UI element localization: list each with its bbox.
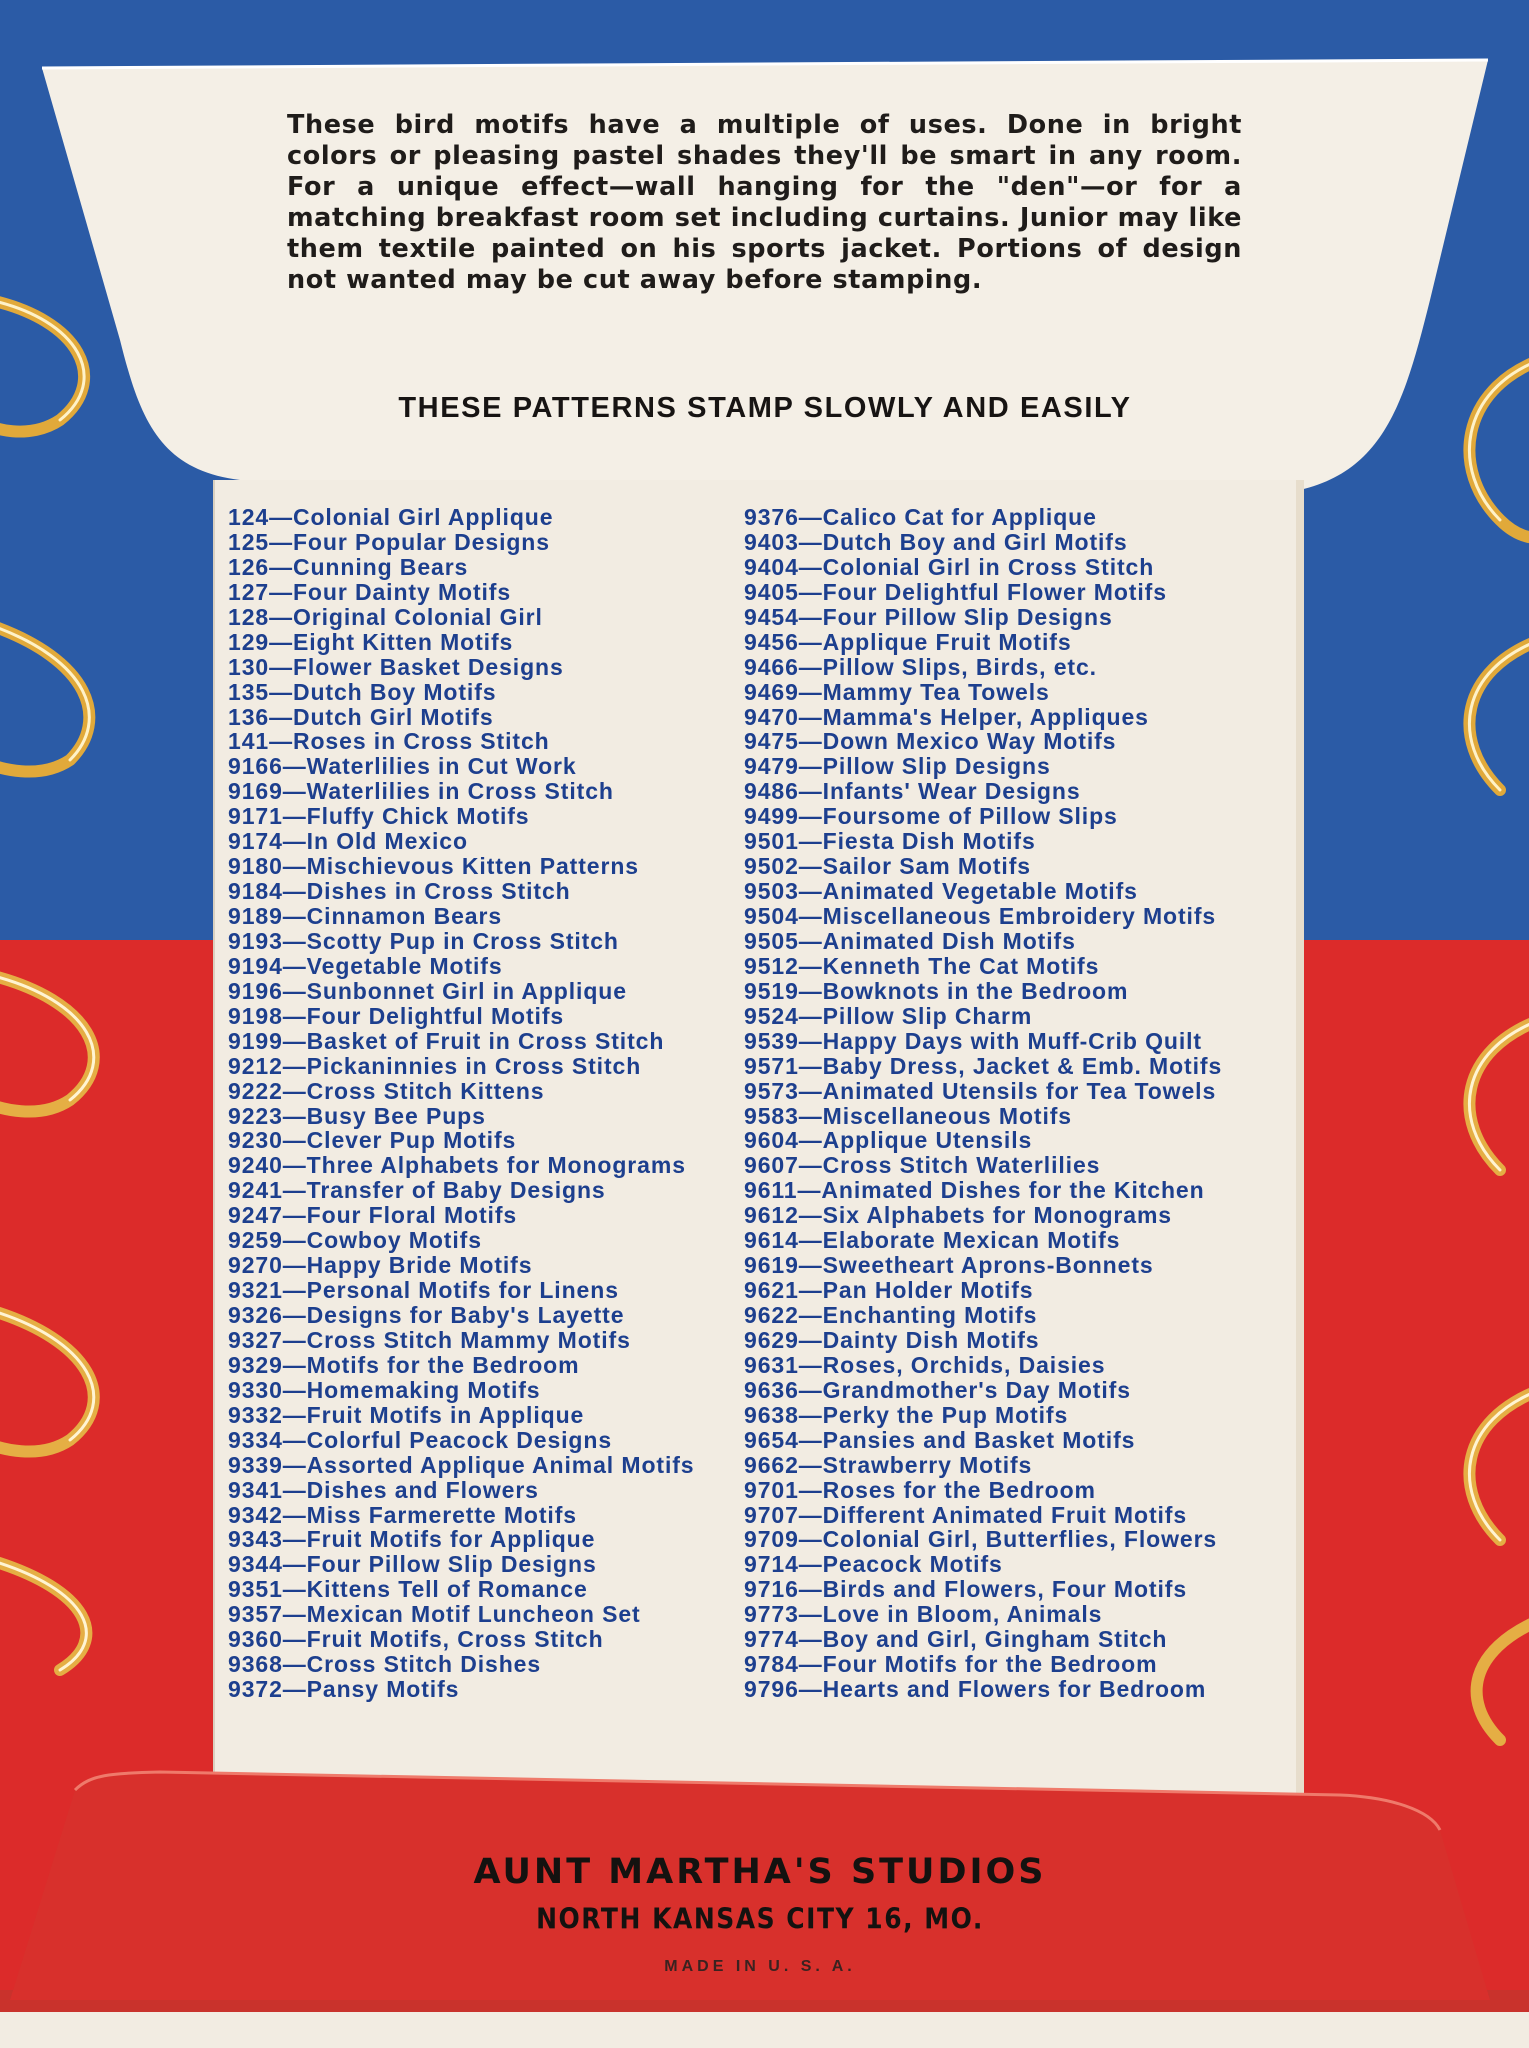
pattern-list-item: 124—Colonial Girl Applique (228, 504, 554, 530)
flap-heading: THESE PATTERNS STAMP SLOWLY AND EASILY (398, 392, 1132, 424)
pattern-list-item: 9193—Scotty Pup in Cross Stitch (228, 927, 619, 954)
pattern-list-item: 9479—Pillow Slip Designs (744, 753, 1051, 780)
pattern-list-item: 9475—Down Mexico Way Motifs (744, 728, 1117, 755)
pattern-list-item: 9343—Fruit Motifs for Applique (228, 1526, 596, 1553)
pattern-list-item: 9486—Infants' Wear Designs (744, 778, 1081, 805)
pattern-list-item: 9796—Hearts and Flowers for Bedroom (744, 1676, 1207, 1703)
pattern-list-item: 128—Original Colonial Girl (228, 603, 543, 630)
company-name: AUNT MARTHA'S STUDIOS (473, 1852, 1047, 1892)
pattern-list-item: 9403—Dutch Boy and Girl Motifs (744, 528, 1128, 555)
pattern-list-item: 9196—Sunbonnet Girl in Applique (228, 977, 627, 1004)
pattern-list-item: 9342—Miss Farmerette Motifs (228, 1501, 577, 1528)
pattern-list-item: 9339—Assorted Applique Animal Motifs (228, 1451, 695, 1478)
pattern-list-item: 9326—Designs for Baby's Layette (228, 1302, 625, 1328)
pattern-list-item: 9212—Pickaninnies in Cross Stitch (228, 1052, 642, 1079)
pattern-list-item: 9502—Sailor Sam Motifs (744, 853, 1031, 880)
pattern-list-item: 9707—Different Animated Fruit Motifs (744, 1501, 1188, 1528)
pattern-list-item: 9701—Roses for the Bedroom (744, 1476, 1096, 1503)
pattern-list-item: 9504—Miscellaneous Embroidery Motifs (744, 903, 1217, 929)
pattern-list-item: 9583—Miscellaneous Motifs (744, 1102, 1072, 1129)
pattern-list-item: 9638—Perky the Pup Motifs (744, 1401, 1069, 1428)
pattern-list-item: 9329—Motifs for the Bedroom (228, 1351, 580, 1378)
pattern-list-item: 9470—Mamma's Helper, Appliques (744, 703, 1149, 730)
pattern-list-item: 9270—Happy Bride Motifs (228, 1252, 533, 1279)
pattern-list-item: 9466—Pillow Slips, Birds, etc. (744, 653, 1097, 680)
pattern-list-item: 9524—Pillow Slip Charm (744, 1002, 1033, 1029)
pattern-list-item: 9499—Foursome of Pillow Slips (744, 803, 1118, 830)
pattern-list-item: 9259—Cowboy Motifs (228, 1227, 482, 1254)
pattern-list-item: 9774—Boy and Girl, Gingham Stitch (744, 1626, 1168, 1653)
pattern-list-item: 9360—Fruit Motifs, Cross Stitch (228, 1626, 604, 1653)
pattern-list-item: 9512—Kenneth The Cat Motifs (744, 952, 1100, 979)
pattern-list-item: 9505—Animated Dish Motifs (744, 927, 1076, 954)
pattern-list-item: 126—Cunning Bears (228, 553, 469, 580)
pattern-list-item: 9519—Bowknots in the Bedroom (744, 977, 1129, 1004)
pattern-list-item: 9372—Pansy Motifs (228, 1676, 460, 1703)
pattern-list-item: 9456—Applique Fruit Motifs (744, 628, 1072, 655)
pattern-list-item: 9376—Calico Cat for Applique (744, 504, 1097, 530)
pattern-list-item: 9621—Pan Holder Motifs (744, 1277, 1034, 1304)
pattern-list-item: 9611—Animated Dishes for the Kitchen (744, 1177, 1205, 1204)
pattern-list-item: 9330—Homemaking Motifs (228, 1376, 541, 1403)
pattern-list-item: 9622—Enchanting Motifs (744, 1302, 1038, 1328)
pattern-list-item: 9405—Four Delightful Flower Motifs (744, 578, 1167, 605)
pattern-list-item: 9241—Transfer of Baby Designs (228, 1177, 606, 1204)
pattern-list-item: 130—Flower Basket Designs (228, 653, 564, 680)
pattern-list-left (228, 505, 695, 1702)
pattern-list-item: 9714—Peacock Motifs (744, 1551, 1003, 1578)
pattern-list-item: 9607—Cross Stitch Waterlilies (744, 1152, 1101, 1179)
pattern-list-item: 9184—Dishes in Cross Stitch (228, 878, 571, 905)
pattern-list-item: 9194—Vegetable Motifs (228, 952, 503, 979)
pattern-list-item: 9166—Waterlilies in Cut Work (228, 753, 577, 780)
pattern-list-item: 9662—Strawberry Motifs (744, 1451, 1033, 1478)
pattern-list-item: 9222—Cross Stitch Kittens (228, 1077, 545, 1104)
pattern-list-item: 9174—In Old Mexico (228, 828, 468, 855)
pattern-list-item: 9368—Cross Stitch Dishes (228, 1651, 542, 1678)
pattern-list-item: 9629—Dainty Dish Motifs (744, 1326, 1040, 1353)
pattern-list-item: 9469—Mammy Tea Towels (744, 678, 1050, 705)
pattern-list-item: 9327—Cross Stitch Mammy Motifs (228, 1326, 631, 1353)
pattern-list-item: 9171—Fluffy Chick Motifs (228, 803, 530, 830)
pattern-list-item: 9784—Four Motifs for the Bedroom (744, 1651, 1158, 1678)
pattern-list-item: 9709—Colonial Girl, Butterflies, Flowers (744, 1526, 1218, 1553)
pattern-list-item: 9573—Animated Utensils for Tea Towels (744, 1077, 1217, 1104)
pattern-list-item: 135—Dutch Boy Motifs (228, 678, 497, 705)
pattern-list-item: 9539—Happy Days with Muff-Crib Quilt (744, 1027, 1202, 1054)
pattern-list-item: 9198—Four Delightful Motifs (228, 1002, 565, 1029)
pattern-list-item: 129—Eight Kitten Motifs (228, 628, 514, 655)
pattern-list-item: 9332—Fruit Motifs in Applique (228, 1401, 585, 1428)
pattern-list-item: 125—Four Popular Designs (228, 528, 550, 555)
pattern-list-item: 9604—Applique Utensils (744, 1127, 1033, 1154)
made-in-label: MADE IN U. S. A. (664, 1958, 856, 1975)
pattern-list-item: 9636—Grandmother's Day Motifs (744, 1376, 1131, 1403)
pattern-list-item: 9240—Three Alphabets for Monograms (228, 1152, 686, 1179)
pattern-list-item: 9614—Elaborate Mexican Motifs (744, 1227, 1121, 1254)
pattern-list-item: 9180—Mischievous Kitten Patterns (228, 853, 639, 880)
pattern-list-item: 9199—Basket of Fruit in Cross Stitch (228, 1027, 665, 1054)
pattern-list-item: 136—Dutch Girl Motifs (228, 703, 494, 730)
pattern-list-item: 9169—Waterlilies in Cross Stitch (228, 778, 614, 805)
pattern-list-item: 127—Four Dainty Motifs (228, 578, 512, 605)
pattern-list-item: 9631—Roses, Orchids, Daisies (744, 1351, 1106, 1378)
pattern-list-item: 9223—Busy Bee Pups (228, 1102, 486, 1129)
pattern-list-item: 141—Roses in Cross Stitch (228, 728, 550, 755)
pattern-list-item: 9773—Love in Bloom, Animals (744, 1601, 1103, 1628)
pattern-list-item: 9321—Personal Motifs for Linens (228, 1277, 619, 1304)
pattern-list-item: 9612—Six Alphabets for Monograms (744, 1202, 1172, 1229)
pattern-list-item: 9619—Sweetheart Aprons-Bonnets (744, 1252, 1154, 1279)
pattern-list-item: 9351—Kittens Tell of Romance (228, 1576, 588, 1603)
pattern-list-item: 9344—Four Pillow Slip Designs (228, 1551, 597, 1578)
flap-description: These bird motifs have a multiple of uses. Done in bright colors or pleasing pastel shades they'll be smart in any room. For a unique effect—wall hanging for the "den"—or for a matching breakfast room set including curtains. Junior may like them textile painted on his sports jacket. Portions of design not wanted may be cut away before stamping. (287, 110, 1242, 295)
pattern-list-item: 9503—Animated Vegetable Motifs (744, 878, 1138, 905)
pattern-list-item: 9189—Cinnamon Bears (228, 903, 503, 929)
pattern-list-item: 9247—Four Floral Motifs (228, 1202, 518, 1229)
pattern-list-item: 9716—Birds and Flowers, Four Motifs (744, 1576, 1188, 1603)
pattern-list-item: 9404—Colonial Girl in Cross Stitch (744, 553, 1155, 580)
pattern-list-right (744, 505, 1222, 1702)
pattern-list-item: 9571—Baby Dress, Jacket & Emb. Motifs (744, 1052, 1223, 1079)
pattern-list-item: 9334—Colorful Peacock Designs (228, 1426, 613, 1453)
pattern-list-item: 9341—Dishes and Flowers (228, 1476, 539, 1503)
pattern-list-item: 9501—Fiesta Dish Motifs (744, 828, 1036, 855)
pattern-list-item: 9230—Clever Pup Motifs (228, 1127, 517, 1154)
pattern-list-item: 9357—Mexican Motif Luncheon Set (228, 1601, 641, 1628)
pattern-list-item: 9454—Four Pillow Slip Designs (744, 603, 1113, 630)
pattern-list-item: 9654—Pansies and Basket Motifs (744, 1426, 1136, 1453)
company-address: NORTH KANSAS CITY 16, MO. (536, 1901, 984, 1936)
